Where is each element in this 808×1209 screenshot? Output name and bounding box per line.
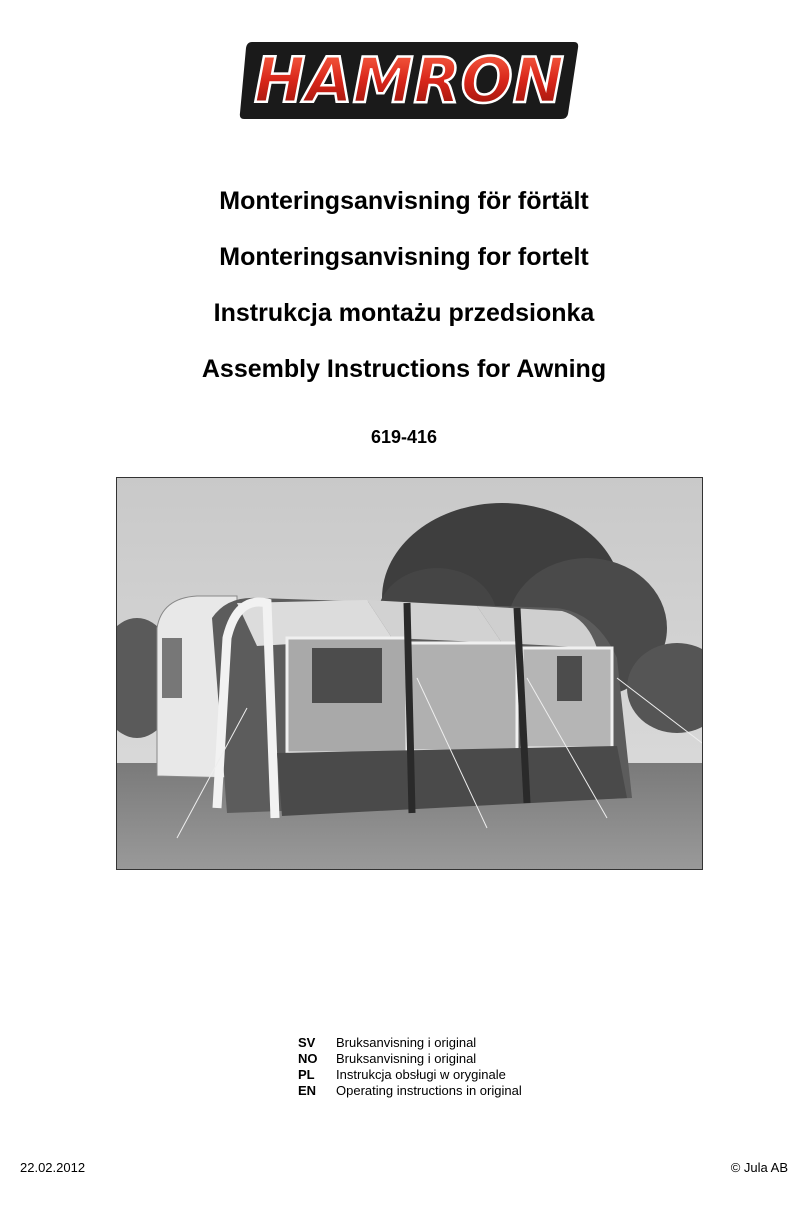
title-norwegian: Monteringsanvisning for fortelt xyxy=(219,243,589,271)
language-text: Instrukcja obsługi w oryginale xyxy=(336,1067,506,1082)
footer-copyright: © Jula AB xyxy=(730,1160,788,1175)
language-list xyxy=(298,1035,522,1099)
language-text: Bruksanvisning i original xyxy=(336,1051,477,1066)
language-code: EN xyxy=(298,1083,317,1098)
model-number: 619-416 xyxy=(370,427,438,447)
language-row-no xyxy=(298,1051,522,1067)
hamron-logo xyxy=(238,36,580,124)
title-swedish: Monteringsanvisning för förtält xyxy=(219,187,589,215)
language-text: Operating instructions in original xyxy=(336,1083,522,1098)
language-code: SV xyxy=(298,1035,316,1050)
title-english: Assembly Instructions for Awning xyxy=(201,355,607,383)
footer-date: 22.02.2012 xyxy=(20,1160,86,1175)
product-photo xyxy=(116,477,703,870)
language-code: PL xyxy=(298,1067,315,1082)
language-text: Bruksanvisning i original xyxy=(336,1035,477,1050)
language-row-sv xyxy=(298,1035,522,1051)
svg-text:HAMRON: HAMRON xyxy=(254,44,564,117)
language-row-en xyxy=(298,1083,522,1099)
title-polish: Instrukcja montażu przedsionka xyxy=(213,299,595,327)
language-code: NO xyxy=(298,1051,318,1066)
language-row-pl xyxy=(298,1067,522,1083)
